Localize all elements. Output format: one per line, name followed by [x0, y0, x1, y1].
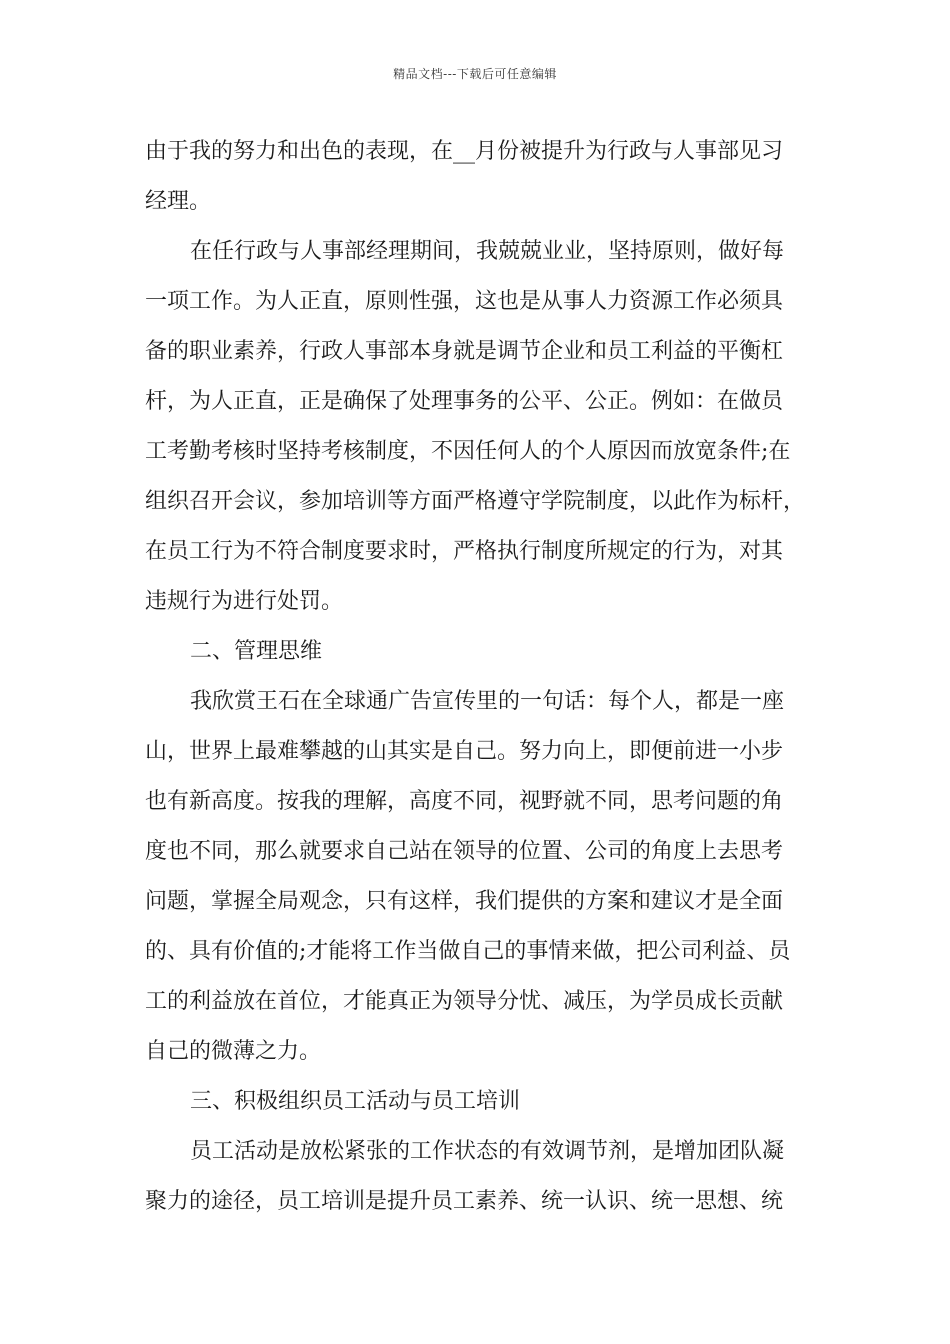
line-text: 聚力的途径，员工培训是提升员工素养、统一认识、统一思想、统: [145, 1189, 784, 1214]
section-heading: [0, 631, 950, 681]
text-line: [0, 281, 950, 331]
line-text: 在任行政与人事部经理期间，我兢兢业业，坚持原则，做好每: [190, 239, 785, 264]
line-text: 度也不同，那么就要求自己站在领导的位置、公司的角度上去思考: [145, 839, 784, 864]
text-line: [0, 1131, 950, 1181]
line-text: 工考勤考核时坚持考核制度，不因任何人的个人原因而放宽条件;在: [145, 439, 791, 464]
text-line: [0, 431, 950, 481]
text-line: [0, 481, 950, 531]
text-line: [0, 1031, 950, 1081]
document-body: [0, 131, 950, 1231]
text-line: [0, 331, 950, 381]
line-text: 杆，为人正直，正是确保了处理事务的公平、公正。例如：在做员: [145, 389, 784, 414]
text-line: [0, 681, 950, 731]
text-line: [0, 131, 950, 181]
line-text: 组织召开会议，参加培训等方面严格遵守学院制度，以此作为标杆，: [145, 489, 806, 514]
line-text: 工的利益放在首位，才能真正为领导分忧、减压，为学员成长贡献: [145, 989, 784, 1014]
line-text: 自己的微薄之力。: [145, 1039, 322, 1064]
line-text: 也有新高度。按我的理解，高度不同，视野就不同，思考问题的角: [145, 789, 784, 814]
line-text: 备的职业素养，行政人事部本身就是调节企业和员工利益的平衡杠: [145, 339, 784, 364]
page-header: 精品文档---下载后可任意编辑: [393, 67, 557, 81]
line-text: 由于我的努力和出色的表现，在__月份被提升为行政与人事部见习: [145, 139, 784, 164]
text-line: [0, 531, 950, 581]
section-heading-text: 三、积极组织员工活动与员工培训: [190, 1089, 521, 1114]
text-line: [0, 581, 950, 631]
line-text: 违规行为进行处罚。: [145, 589, 344, 614]
text-line: [0, 731, 950, 781]
text-line: [0, 981, 950, 1031]
text-line: [0, 781, 950, 831]
line-text: 经理。: [145, 189, 212, 214]
text-line: [0, 181, 950, 231]
line-text: 员工活动是放松紧张的工作状态的有效调节剂，是增加团队凝: [190, 1139, 785, 1164]
text-line: [0, 231, 950, 281]
text-line: [0, 881, 950, 931]
line-text: 我欣赏王石在全球通广告宣传里的一句话：每个人，都是一座: [190, 689, 785, 714]
section-heading-text: 二、管理思维: [190, 639, 323, 664]
line-text: 的、具有价值的;才能将工作当做自己的事情来做，把公司利益、员: [145, 939, 791, 964]
text-line: [0, 931, 950, 981]
text-line: [0, 1181, 950, 1231]
section-heading: [0, 1081, 950, 1131]
text-line: [0, 831, 950, 881]
text-line: [0, 381, 950, 431]
line-text: 在员工行为不符合制度要求时，严格执行制度所规定的行为，对其: [145, 539, 784, 564]
line-text: 问题，掌握全局观念，只有这样，我们提供的方案和建议才是全面: [145, 889, 784, 914]
line-text: 山，世界上最难攀越的山其实是自己。努力向上，即便前进一小步: [145, 739, 784, 764]
line-text: 一项工作。为人正直，原则性强，这也是从事人力资源工作必须具: [145, 289, 784, 314]
